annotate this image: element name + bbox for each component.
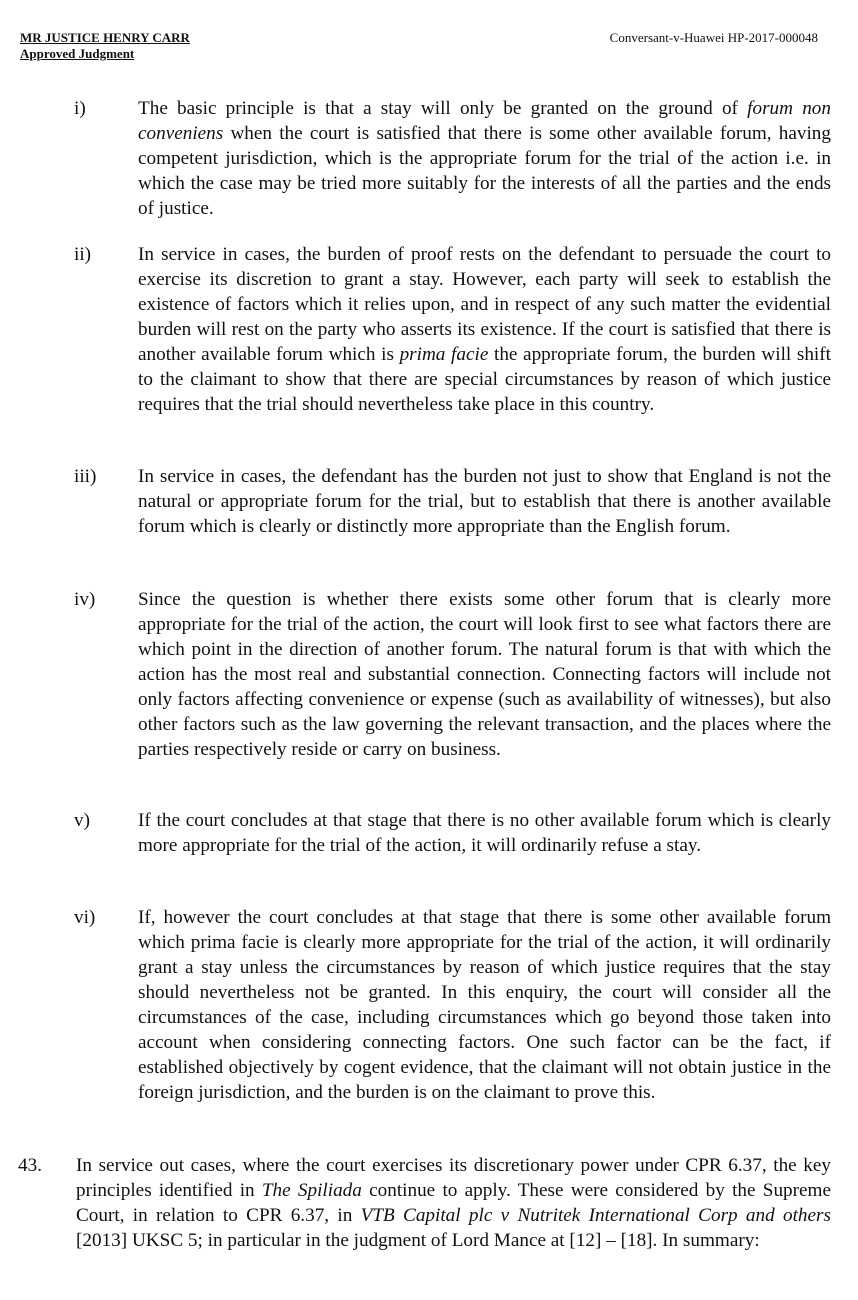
list-item-text: If the court concludes at that stage that there is no other available forum which is clearly more appropriate for the trial of the action, it will ordinarily refuse a stay. <box>138 810 831 856</box>
item-number: ii) <box>74 244 92 265</box>
list-item-text: The basic principle is that a stay will only be granted on the ground of forum non conveniens when the court is satisfied that there is some other available forum, having competent jurisdiction, which is the appropriate forum for the trial of the action i.e. in which the case may be tried more suitably for the interests of all the parties and the ends of justice. <box>138 98 831 219</box>
approved-judgment-label: Approved Judgment <box>20 46 135 61</box>
paragraph-number: 43. <box>18 1155 42 1176</box>
item-number: iii) <box>74 466 97 487</box>
list-item-text: If, however the court concludes at that stage that there is some other available forum which prima facie is clearly more appropriate for the trial of the action, it will ordinarily grant a stay unless the circumstances by reason of which justice requires that the stay should nevertheless not be granted. In this enquiry, the court will consider all the circumstances of the case, including circumstances which go beyond those taken into account when considering connecting factors. One such factor can be the fact, if established objectively by cogent evidence, that the claimant will not obtain justice in the foreign jurisdiction, and the burden is on the claimant to prove this. <box>138 907 831 1103</box>
item-number: i) <box>74 98 86 119</box>
item-number: v) <box>74 810 90 831</box>
judge-name: MR JUSTICE HENRY CARR <box>20 30 190 45</box>
item-number: vi) <box>74 907 96 928</box>
paragraph-text: In service out cases, where the court exercises its discretionary power under CPR 6.37, the key principles identified in The Spiliada continue to apply. These were considered by the Supreme Court, in relation to CPR 6.37, in VTB Capital plc v Nutritek International Corp and others [2013] UKSC 5; in particular in the judgment of Lord Mance at [12] – [18]. In summary: <box>76 1155 831 1251</box>
page-header-left <box>20 30 190 62</box>
list-item-text: In service in cases, the burden of proof rests on the defendant to persuade the court to exercise its discretion to grant a stay. However, each party will seek to establish the existence of factors which it relies upon, and in respect of any such matter the evidential burden will rest on the party who asserts its existence. If the court is satisfied that there is another available forum which is prima facie the appropriate forum, the burden will shift to the claimant to show that there are special circumstances by reason of which justice requires that the trial should nevertheless take place in this country. <box>138 244 831 415</box>
item-number: iv) <box>74 589 96 610</box>
list-item-text: In service in cases, the defendant has the burden not just to show that England is not the natural or appropriate forum for the trial, but to establish that there is another available forum which is clearly or distinctly more appropriate than the English forum. <box>138 466 831 537</box>
case-reference: Conversant-v-Huawei HP-2017-000048 <box>609 30 818 45</box>
list-item-text: Since the question is whether there exists some other forum that is clearly more appropriate for the trial of the action, the court will look first to see what factors there are which point in the direction of another forum. The natural forum is that with which the action has the most real and substantial connection. Connecting factors will include not only factors affecting convenience or expense (such as availability of witnesses), but also other factors such as the law governing the relevant transaction, and the places where the parties respectively reside or carry on business. <box>138 589 831 760</box>
